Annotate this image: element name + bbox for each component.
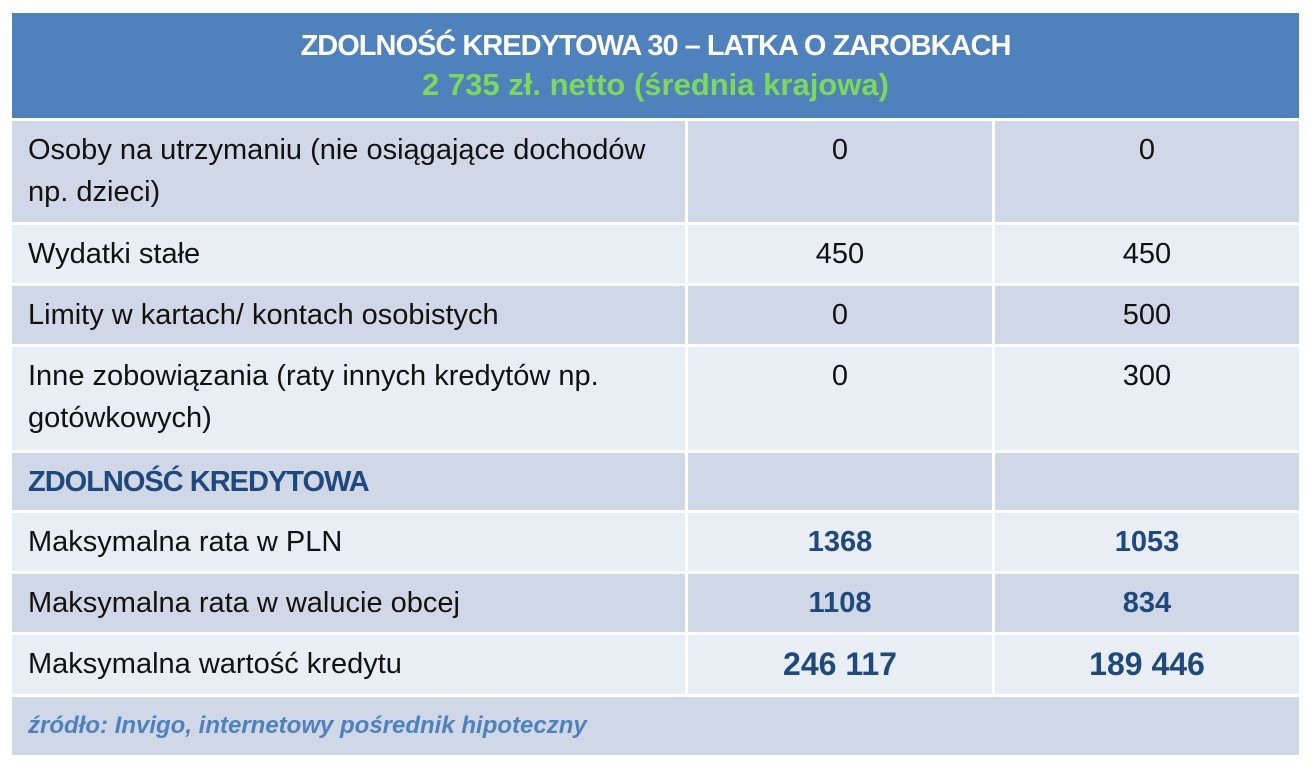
row-value-1: 0: [685, 286, 992, 344]
result-label: Maksymalna wartość kredytu: [28, 648, 402, 680]
section-empty-2: [992, 453, 1299, 510]
result-value-1: 1108: [685, 574, 992, 632]
row-label: Limity w kartach/ kontach osobistych: [28, 299, 499, 331]
table-header: [12, 13, 1299, 121]
result-row: [12, 635, 1299, 697]
section-empty-1: [685, 453, 992, 510]
result-label: Maksymalna rata w PLN: [28, 526, 343, 558]
source-note: źródło: Invigo, internetowy pośrednik hipoteczny: [28, 712, 587, 739]
row-value-2: 0: [992, 121, 1299, 222]
result-label: Maksymalna rata w walucie obcej: [28, 587, 460, 619]
table-row: [12, 286, 1299, 347]
result-value-1: 1368: [685, 513, 992, 571]
result-row: [12, 574, 1299, 635]
row-value-1: 0: [685, 347, 992, 450]
table-row: [12, 347, 1299, 453]
result-row: [12, 513, 1299, 574]
table-footer: [12, 697, 1299, 755]
credit-capacity-table: [12, 13, 1299, 755]
section-title: ZDOLNOŚĆ KREDYTOWA: [28, 466, 369, 498]
table-subtitle: 2 735 zł. netto (średnia krajowa): [422, 66, 889, 102]
row-value-2: 500: [992, 286, 1299, 344]
row-label: Wydatki stałe: [28, 238, 201, 270]
row-value-1: 0: [685, 121, 992, 222]
row-label: Inne zobowiązania (raty innych kredytów np. gotówkowych): [28, 360, 599, 434]
table-title: ZDOLNOŚĆ KREDYTOWA 30 – LATKA O ZAROBKACH: [300, 29, 1011, 62]
row-value-2: 450: [992, 225, 1299, 283]
result-value-2: 189 446: [992, 635, 1299, 694]
table-row: [12, 121, 1299, 225]
row-label: Osoby na utrzymaniu (nie osiągające dochodów np. dzieci): [28, 134, 646, 208]
result-value-1: 246 117: [685, 635, 992, 694]
table-row: [12, 225, 1299, 286]
result-value-2: 1053: [992, 513, 1299, 571]
row-value-2: 300: [992, 347, 1299, 450]
section-row: [12, 453, 1299, 513]
result-value-2: 834: [992, 574, 1299, 632]
row-value-1: 450: [685, 225, 992, 283]
